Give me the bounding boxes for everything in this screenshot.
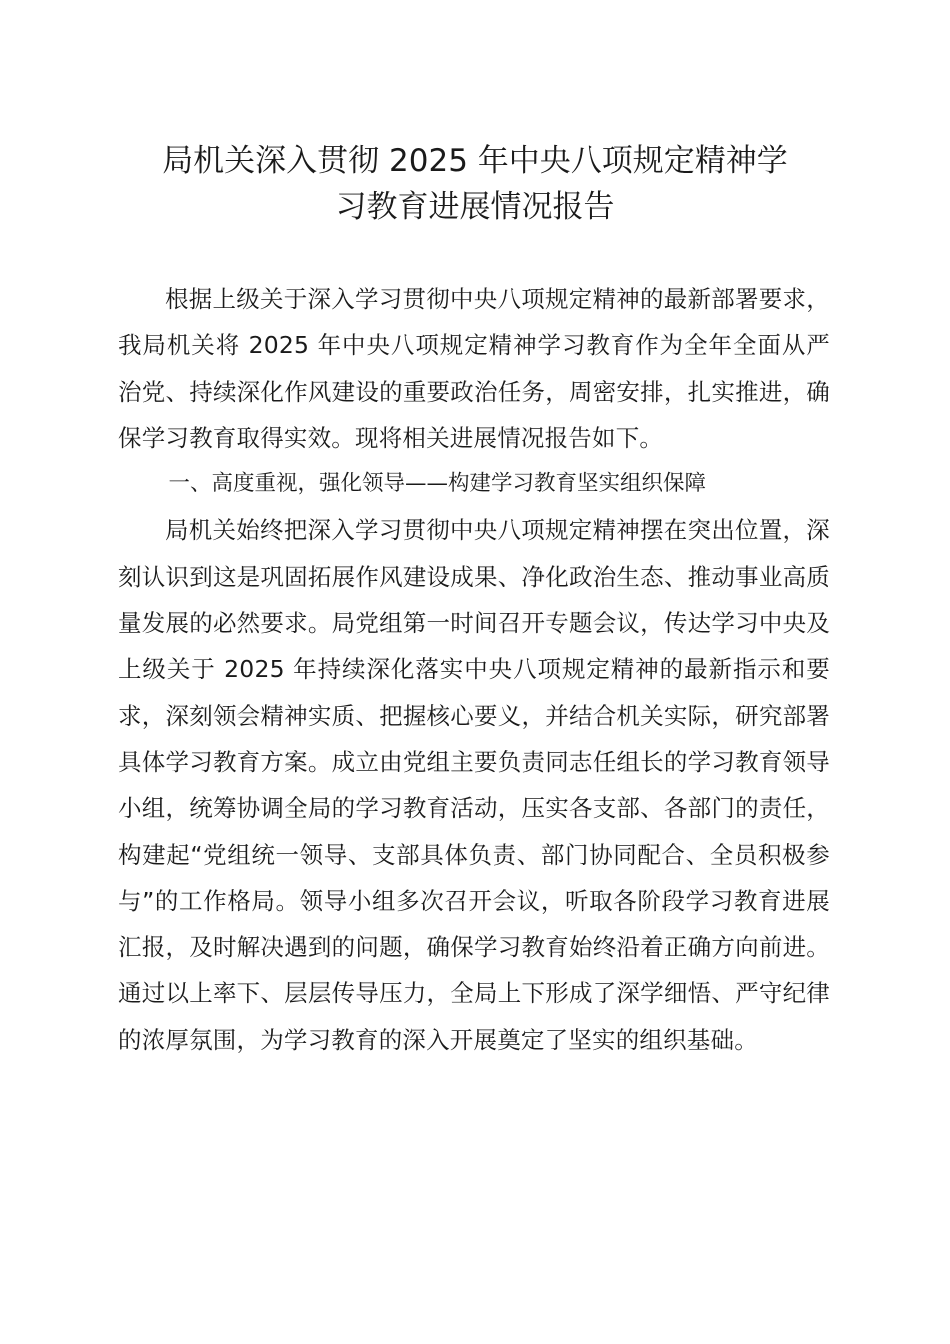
title-line-1: 局机关深入贯彻 2025 年中央八项规定精神学 — [162, 143, 788, 179]
title-line-2: 习教育进展情况报告 — [335, 189, 615, 225]
document-title — [110, 138, 840, 230]
section-1-paragraph: 局机关始终把深入学习贯彻中央八项规定精神摆在突出位置，深刻认识到这是巩固拓展作风建设成果、净化政治生态、推动事业高质量发展的必然要求。局党组第一时间召开专题会议，传达学习中央及上级关于 2025 年持续深化落实中央八项规定精神的最新指示和要求，深刻领会精神实质、把握核心要义，并结合机关实际，研究部署具体学习教育方案。成立由党组主要负责同志任组长的学习教育领导小组，统筹协调全局的学习教育活动，压实各支部、各部门的责任，构建起“党组统一领导、支部具体负责、部门协同配合、全员积极参与”的工作格局。领导小组多次召开会议，听取各阶段学习教育进展汇报，及时解决遇到的问题，确保学习教育始终沿着正确方向前进。通过以上率下、层层传导压力，全局上下形成了深学细悟、严守纪律的浓厚氛围，为学习教育的深入开展奠定了坚实的组织基础。 — [118, 516, 830, 1054]
document-body — [118, 276, 830, 1063]
section-1-heading: 一、高度重视，强化领导——构建学习教育坚实组织保障 — [168, 471, 707, 497]
intro-paragraph: 根据上级关于深入学习贯彻中央八项规定精神的最新部署要求，我局机关将 2025 年中央八项规定精神学习教育作为全年全面从严治党、持续深化作风建设的重要政治任务，周密安排，扎实推进，确保学习教育取得实效。现将相关进展情况报告如下。 — [118, 285, 830, 452]
